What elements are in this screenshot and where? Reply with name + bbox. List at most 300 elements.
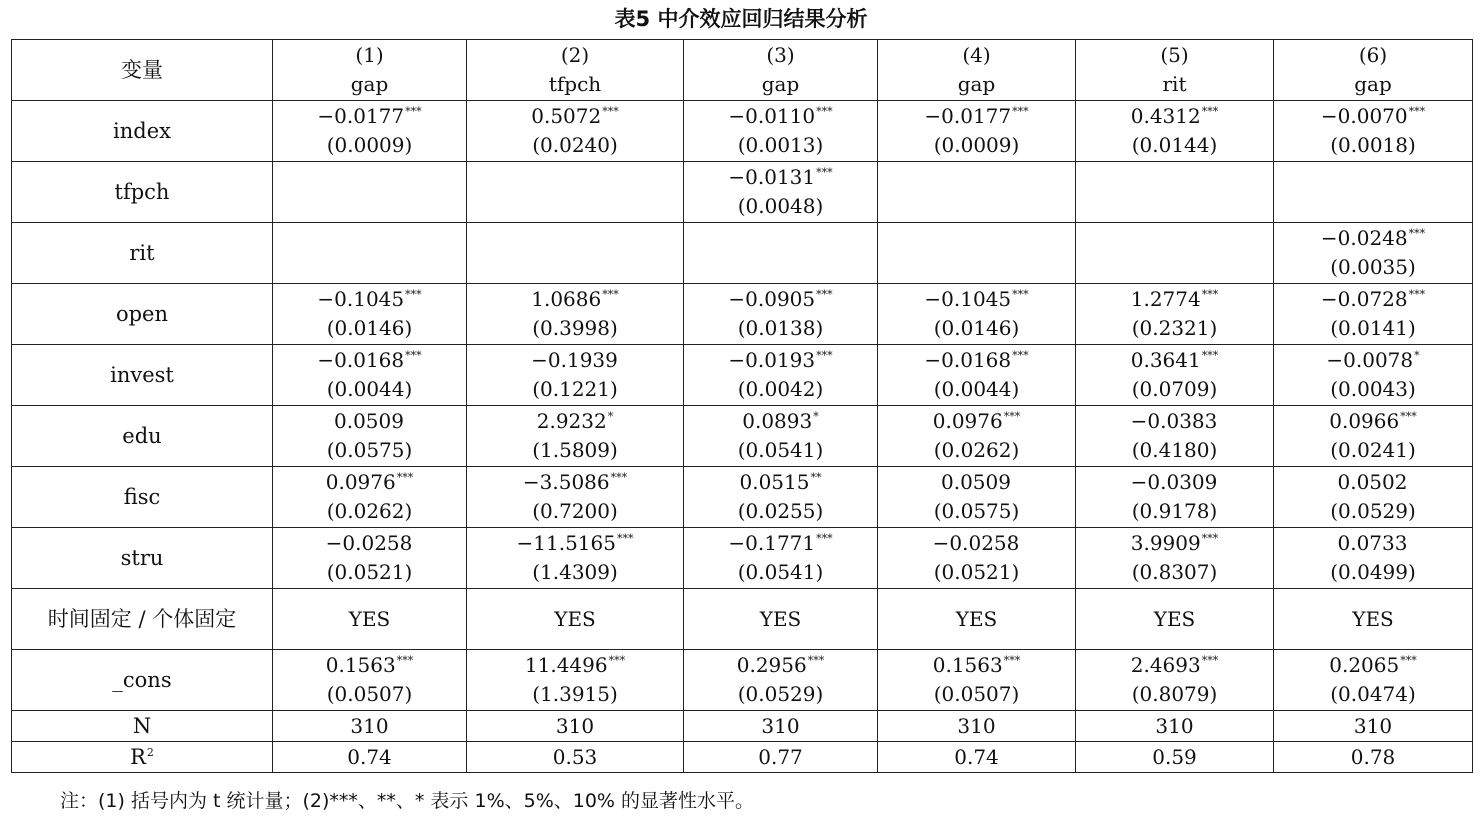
significance-stars: *** (610, 471, 628, 484)
table-cell (1076, 406, 1274, 467)
significance-stars: *** (816, 166, 833, 179)
table-cell (467, 528, 684, 589)
coefficient-line (1076, 407, 1273, 436)
coefficient-line (684, 239, 877, 268)
significance-stars: *** (1012, 349, 1029, 362)
coefficient: 0.0893 (742, 409, 813, 433)
standard-error: (0.0138) (737, 316, 824, 340)
coefficient-line (684, 346, 877, 375)
table-cell (1274, 345, 1473, 406)
table-cell: 310 (684, 711, 878, 742)
dependent-variable: tfpch (548, 72, 602, 96)
table-cell (684, 650, 878, 711)
coefficient-line (878, 407, 1075, 436)
table-cell (878, 528, 1076, 589)
coefficient-line (273, 407, 466, 436)
table-cell (1076, 650, 1274, 711)
coefficient-line (1274, 224, 1472, 253)
coefficient-line (1076, 178, 1273, 207)
column-header (273, 40, 467, 101)
table-cell (467, 101, 684, 162)
coefficient-line (1274, 285, 1472, 314)
coefficient: 0.0509 (941, 470, 1011, 494)
table-cell (467, 223, 684, 284)
table-row (12, 650, 1473, 711)
table-cell (1076, 284, 1274, 345)
table-cell (273, 284, 467, 345)
coefficient-line (467, 407, 683, 436)
table-cell (1076, 162, 1274, 223)
row-label: 变量 (12, 40, 273, 101)
table-cell (878, 162, 1076, 223)
row-label-text: R (130, 744, 146, 769)
header-row (12, 40, 1473, 101)
coefficient-line (467, 529, 683, 558)
model-number: (4) (962, 43, 991, 67)
coefficient: 0.0515 (739, 470, 810, 494)
coefficient-line (467, 239, 683, 268)
standard-error: (1.4309) (532, 560, 618, 584)
table-note: 注：(1) 括号内为 t 统计量；(2)***、**、* 表示 1%、5%、10% 的显著性水平。 (60, 790, 755, 812)
table-cell (467, 467, 684, 528)
table-cell (273, 467, 467, 528)
standard-error: (0.0146) (933, 316, 1020, 340)
coefficient: −0.0168 (317, 348, 405, 372)
significance-stars: *** (1201, 105, 1219, 118)
significance-stars: *** (807, 654, 825, 667)
table-row (12, 589, 1473, 650)
coefficient: −0.0193 (728, 348, 816, 372)
coefficient-line (467, 346, 683, 375)
table-cell (684, 406, 878, 467)
table-cell: 0.77 (684, 742, 878, 773)
significance-stars: *** (396, 654, 414, 667)
coefficient: −0.0309 (1130, 470, 1218, 494)
row-label: _cons (12, 650, 273, 711)
column-header (684, 40, 878, 101)
table-row (12, 528, 1473, 589)
coefficient-line (467, 178, 683, 207)
coefficient-line (1076, 346, 1273, 375)
dependent-variable: gap (957, 72, 996, 96)
table-cell (1076, 101, 1274, 162)
significance-stars: *** (1012, 105, 1029, 118)
table-cell (467, 406, 684, 467)
coefficient: 2.9232 (536, 409, 607, 433)
table-cell: 0.74 (273, 742, 467, 773)
dependent-variable: rit (1162, 72, 1187, 96)
model-number: (1) (355, 43, 384, 67)
table-cell (1076, 345, 1274, 406)
coefficient-line (878, 529, 1075, 558)
significance-stars: *** (1201, 349, 1219, 362)
significance-stars: *** (1408, 288, 1426, 301)
significance-stars: *** (1201, 532, 1219, 545)
coefficient-line (684, 651, 877, 680)
coefficient-line (684, 468, 877, 497)
table-cell (1274, 650, 1473, 711)
standard-error: (0.0048) (737, 194, 824, 218)
table-row (12, 467, 1473, 528)
table-cell (1274, 223, 1473, 284)
model-number: (2) (560, 43, 590, 67)
coefficient: 0.1563 (325, 653, 396, 677)
table-cell (273, 345, 467, 406)
coefficient: −3.5086 (522, 470, 610, 494)
standard-error: (0.0709) (1131, 377, 1218, 401)
standard-error: (0.0575) (933, 499, 1020, 523)
coefficient: 0.2956 (736, 653, 807, 677)
coefficient-line (467, 468, 683, 497)
standard-error: (0.1221) (532, 377, 618, 401)
coefficient-line (273, 346, 466, 375)
coefficient-line (878, 239, 1075, 268)
coefficient-line (273, 102, 466, 131)
coefficient-line (1274, 407, 1472, 436)
dependent-variable: gap (761, 72, 800, 96)
coefficient-line (1274, 178, 1472, 207)
table-cell: 0.53 (467, 742, 684, 773)
row-label-text: N (132, 713, 152, 738)
coefficient-line (684, 407, 877, 436)
coefficient: −0.0168 (924, 348, 1012, 372)
table-cell (684, 528, 878, 589)
table-cell (1076, 528, 1274, 589)
table-cell: YES (273, 589, 467, 650)
coefficient-line (1274, 102, 1472, 131)
column-header (1076, 40, 1274, 101)
table-cell (878, 345, 1076, 406)
standard-error: (0.0541) (737, 560, 824, 584)
table-cell (273, 101, 467, 162)
table-cell (684, 284, 878, 345)
standard-error: (0.8307) (1131, 560, 1218, 584)
standard-error: (0.3998) (532, 316, 618, 340)
significance-stars: *** (1012, 288, 1029, 301)
significance-stars: *** (1400, 654, 1417, 667)
coefficient-line (1076, 529, 1273, 558)
coefficient-line (878, 346, 1075, 375)
significance-stars: *** (1408, 227, 1426, 240)
standard-error: (0.0521) (933, 560, 1020, 584)
coefficient-line (1274, 468, 1472, 497)
standard-error: (0.0043) (1330, 377, 1416, 401)
row-label: tfpch (12, 162, 273, 223)
table-row (12, 284, 1473, 345)
row-label: rit (12, 223, 273, 284)
coefficient: 0.0966 (1329, 409, 1400, 433)
regression-table (11, 39, 1473, 773)
standard-error: (0.0035) (1330, 255, 1416, 279)
significance-stars: *** (1201, 654, 1219, 667)
coefficient: 0.4312 (1130, 104, 1201, 128)
table-cell: 310 (878, 711, 1076, 742)
standard-error: (0.0018) (1330, 133, 1416, 157)
coefficient: −0.1939 (531, 348, 618, 372)
coefficient-line (1274, 651, 1472, 680)
table-cell (273, 223, 467, 284)
standard-error: (0.0507) (933, 682, 1020, 706)
row-label (12, 589, 273, 650)
coefficient-line (273, 529, 466, 558)
table-cell: 0.74 (878, 742, 1076, 773)
coefficient: 0.1563 (932, 653, 1003, 677)
table-row (12, 406, 1473, 467)
significance-stars: *** (602, 105, 619, 118)
column-header (878, 40, 1076, 101)
coefficient: −0.0905 (728, 287, 816, 311)
table-row (12, 162, 1473, 223)
standard-error: (0.0241) (1330, 438, 1416, 462)
coefficient-line (1076, 651, 1273, 680)
significance-stars: *** (1003, 654, 1021, 667)
standard-error: (0.2321) (1131, 316, 1218, 340)
table-cell: YES (878, 589, 1076, 650)
table-cell (1274, 284, 1473, 345)
table-cell (467, 284, 684, 345)
significance-stars: *** (405, 349, 422, 362)
coefficient-line (1076, 285, 1273, 314)
table-cell (1076, 467, 1274, 528)
row-label: stru (12, 528, 273, 589)
standard-error: (0.0144) (1131, 133, 1218, 157)
table-cell: YES (1076, 589, 1274, 650)
table-cell: YES (467, 589, 684, 650)
table-cell: 0.78 (1274, 742, 1473, 773)
standard-error: (0.0009) (326, 133, 413, 157)
standard-error: (0.0146) (326, 316, 413, 340)
table-cell (1274, 101, 1473, 162)
coefficient-line (684, 102, 877, 131)
table-cell (467, 162, 684, 223)
coefficient: 11.4496 (524, 653, 608, 677)
table-cell: 310 (1076, 711, 1274, 742)
coefficient-line (878, 651, 1075, 680)
standard-error: (0.0262) (326, 499, 413, 523)
table-cell (684, 162, 878, 223)
standard-error: (0.0262) (933, 438, 1020, 462)
coefficient: −0.1045 (317, 287, 405, 311)
coefficient: 0.0733 (1337, 531, 1408, 555)
significance-stars: *** (1003, 410, 1021, 423)
table-cell (1274, 162, 1473, 223)
coefficient-line (467, 651, 683, 680)
coefficient-line (684, 285, 877, 314)
table-cell (878, 101, 1076, 162)
standard-error: (0.0474) (1330, 682, 1416, 706)
significance-stars: *** (816, 288, 833, 301)
significance-stars: * (1414, 349, 1420, 362)
table-cell (684, 101, 878, 162)
coefficient-line (684, 163, 877, 192)
table-title: 表5 中介效应回归结果分析 (614, 7, 868, 31)
standard-error: (0.0499) (1330, 560, 1416, 584)
significance-stars: *** (616, 532, 634, 545)
coefficient-line (1076, 102, 1273, 131)
table-cell: 310 (1274, 711, 1473, 742)
coefficient-line (878, 468, 1075, 497)
standard-error: (0.0529) (1330, 499, 1416, 523)
standard-error: (0.0507) (326, 682, 413, 706)
table-cell (1076, 223, 1274, 284)
table-cell (684, 345, 878, 406)
table-cell (1274, 406, 1473, 467)
model-number: (3) (766, 43, 795, 67)
standard-error: (0.0240) (532, 133, 618, 157)
table-cell (1274, 467, 1473, 528)
standard-error: (0.0529) (737, 682, 824, 706)
coefficient: 0.3641 (1130, 348, 1201, 372)
coefficient-line (684, 529, 877, 558)
significance-stars: *** (816, 349, 833, 362)
coefficient-line (878, 178, 1075, 207)
row-label: index (12, 101, 273, 162)
coefficient: −0.0070 (1320, 104, 1408, 128)
table-cell (273, 650, 467, 711)
significance-stars: *** (816, 105, 833, 118)
row-label (12, 742, 273, 773)
coefficient: −0.0177 (317, 104, 405, 128)
table-cell (878, 467, 1076, 528)
standard-error: (0.8079) (1131, 682, 1218, 706)
table-cell (273, 528, 467, 589)
coefficient: 0.0502 (1337, 470, 1408, 494)
standard-error: (0.0042) (737, 377, 824, 401)
table-cell: YES (1274, 589, 1473, 650)
row-label: fisc (12, 467, 273, 528)
coefficient-line (273, 468, 466, 497)
dependent-variable: gap (1354, 72, 1392, 96)
table-row (12, 345, 1473, 406)
standard-error: (0.0521) (326, 560, 413, 584)
coefficient: 0.2065 (1329, 653, 1400, 677)
coefficient: 0.0976 (325, 470, 396, 494)
significance-stars: *** (1201, 288, 1219, 301)
standard-error: (0.7200) (532, 499, 618, 523)
significance-stars: * (607, 410, 614, 423)
coefficient: −0.1771 (728, 531, 816, 555)
standard-error: (0.4180) (1131, 438, 1218, 462)
standard-error: (0.0009) (933, 133, 1020, 157)
coefficient: −0.0177 (924, 104, 1012, 128)
coefficient: −0.0258 (932, 531, 1020, 555)
table-cell: 310 (273, 711, 467, 742)
table-cell (878, 650, 1076, 711)
table-cell (878, 284, 1076, 345)
table-cell (467, 345, 684, 406)
table-cell (878, 406, 1076, 467)
significance-stars: *** (405, 105, 422, 118)
coefficient-line (467, 102, 683, 131)
row-label (12, 711, 273, 742)
significance-stars: *** (608, 654, 626, 667)
coefficient: 0.0976 (932, 409, 1003, 433)
standard-error: (0.0141) (1330, 316, 1416, 340)
significance-stars: * (813, 410, 819, 423)
standard-error: (0.0255) (737, 499, 824, 523)
table-cell (684, 223, 878, 284)
coefficient: −11.5165 (516, 531, 616, 555)
row-label: open (12, 284, 273, 345)
coefficient-line (467, 285, 683, 314)
coefficient: −0.1045 (924, 287, 1012, 311)
coefficient: −0.0131 (728, 165, 816, 189)
standard-error: (1.3915) (532, 682, 618, 706)
table-row (12, 711, 1473, 742)
table-row (12, 101, 1473, 162)
coefficient-line (1274, 346, 1472, 375)
coefficient: −0.0258 (325, 531, 413, 555)
standard-error: (0.0044) (326, 377, 413, 401)
significance-stars: *** (405, 288, 422, 301)
coefficient: 0.5072 (531, 104, 602, 128)
coefficient-line (273, 651, 466, 680)
dependent-variable: gap (350, 72, 389, 96)
coefficient: 1.2774 (1130, 287, 1201, 311)
row-label: edu (12, 406, 273, 467)
coefficient-line (273, 239, 466, 268)
significance-stars: *** (602, 288, 619, 301)
table-row (12, 223, 1473, 284)
coefficient: 1.0686 (531, 287, 602, 311)
row-label-text: 时间固定 / 个体固定 (47, 606, 237, 631)
table-cell (467, 650, 684, 711)
table-cell (273, 162, 467, 223)
table-cell (273, 406, 467, 467)
coefficient: −0.0728 (1320, 287, 1408, 311)
table-cell (1274, 528, 1473, 589)
coefficient-line (878, 102, 1075, 131)
coefficient: 2.4693 (1130, 653, 1201, 677)
model-number: (5) (1160, 43, 1189, 67)
standard-error: (0.0044) (933, 377, 1020, 401)
column-header (1274, 40, 1473, 101)
significance-stars: *** (396, 471, 414, 484)
standard-error: (0.9178) (1131, 499, 1218, 523)
coefficient-line (273, 178, 466, 207)
table-cell (878, 223, 1076, 284)
table-cell: YES (684, 589, 878, 650)
standard-error: (0.0575) (326, 438, 413, 462)
coefficient: 0.0509 (334, 409, 404, 433)
coefficient-line (1274, 529, 1472, 558)
coefficient: −0.0383 (1130, 409, 1218, 433)
table-cell: 310 (467, 711, 684, 742)
coefficient: 3.9909 (1130, 531, 1201, 555)
row-label: invest (12, 345, 273, 406)
standard-error: (0.0541) (737, 438, 824, 462)
significance-stars: *** (816, 532, 833, 545)
coefficient: −0.0248 (1320, 226, 1408, 250)
coefficient-line (1076, 239, 1273, 268)
coefficient-line (878, 285, 1075, 314)
significance-stars: *** (1400, 410, 1417, 423)
table-row (12, 742, 1473, 773)
model-number: (6) (1358, 43, 1388, 67)
coefficient-line (1076, 468, 1273, 497)
coefficient: −0.0078 (1326, 348, 1414, 372)
row-label-superscript: 2 (146, 745, 154, 759)
significance-stars: *** (1408, 105, 1426, 118)
significance-stars: ** (810, 471, 822, 484)
coefficient-line (273, 285, 466, 314)
standard-error: (0.0013) (737, 133, 824, 157)
column-header (467, 40, 684, 101)
coefficient: −0.0110 (728, 104, 816, 128)
table-cell (684, 467, 878, 528)
standard-error: (1.5809) (532, 438, 618, 462)
table-cell: 0.59 (1076, 742, 1274, 773)
